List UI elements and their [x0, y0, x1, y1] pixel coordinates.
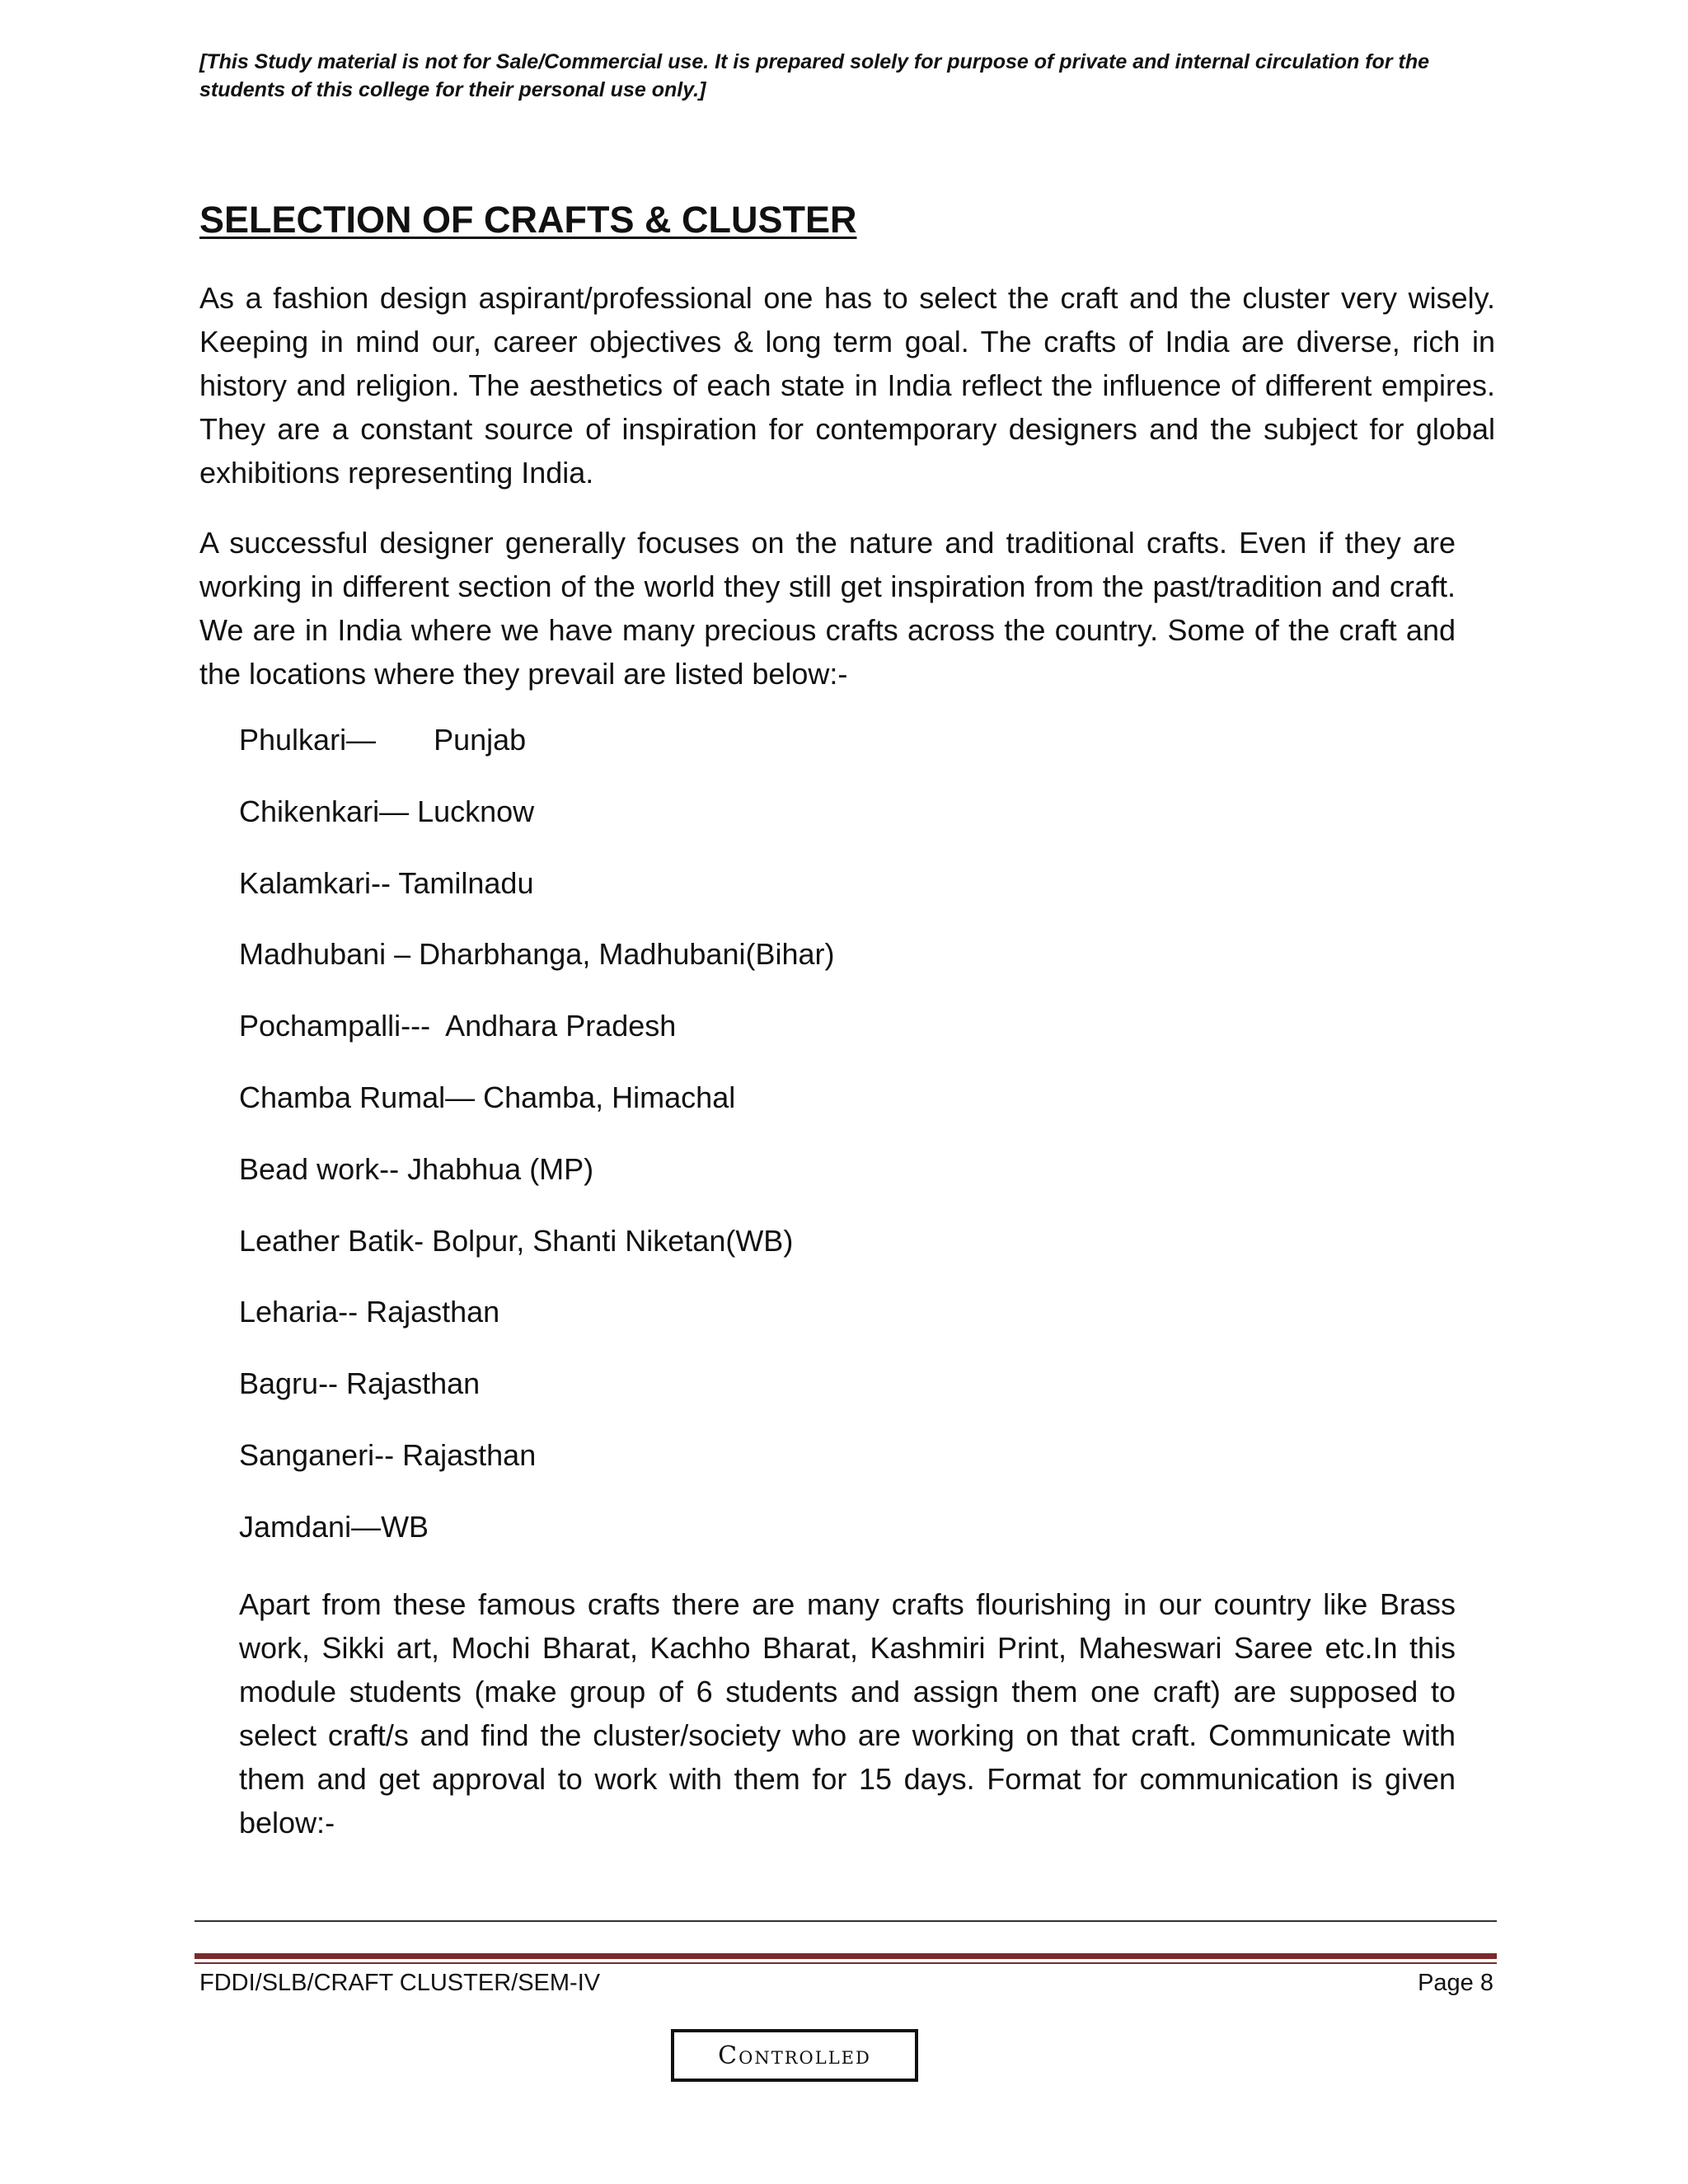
list-item: Pochampalli--- Andhara Pradesh	[239, 1009, 677, 1043]
list-item: Leather Batik- Bolpur, Shanti Niketan(WB)	[239, 1223, 794, 1258]
list-item: Bagru-- Rajasthan	[239, 1366, 481, 1401]
footer-divider-thin	[195, 1920, 1497, 1922]
designer-paragraph: A successful designer generally focuses on the nature and traditional crafts. Even if they are working in different section of the world they still get inspiration from the past/tradition and craft. We are in India where we have many precious crafts across the country. Some of the craft and the locations where they prevail are listed below:-	[199, 526, 1456, 691]
page-number: Page 8	[1418, 1970, 1493, 1996]
list-item: Jamdani—WB	[239, 1509, 429, 1544]
list-item: Bead work-- Jhabhua (MP)	[239, 1151, 594, 1186]
list-item: Chamba Rumal— Chamba, Himachal	[239, 1080, 736, 1114]
list-item: Leharia-- Rajasthan	[239, 1295, 500, 1329]
disclaimer-note: [This Study material is not for Sale/Commercial use. It is prepared solely for purpose of private and internal circulation for the students of this college for their personal use only.]	[199, 50, 1430, 101]
footer-divider-thick	[195, 1953, 1497, 1959]
section-title: SELECTION OF CRAFTS & CLUSTER	[199, 199, 857, 241]
footer-divider-thick-secondary	[195, 1962, 1497, 1964]
intro-paragraph: As a fashion design aspirant/professional one has to select the craft and the cluster very wisely. Keeping in mind our, career objectives & long term goal. The crafts of India are diverse, rich in history and religion. The aesthetics of each state in India reflect the influence of different empires. They are a constant source of inspiration for contemporary designers and the subject for global exhibitions representing India.	[199, 281, 1495, 490]
list-item: Kalamkari-- Tamilnadu	[239, 865, 534, 900]
stamp-label: Controlled	[718, 2041, 871, 2070]
list-item: Madhubani – Dharbhanga, Madhubani(Bihar)	[239, 937, 835, 972]
controlled-stamp	[671, 2029, 918, 2082]
list-item: Phulkari— Punjab	[239, 723, 527, 757]
list-item: Chikenkari— Lucknow	[239, 794, 535, 828]
craft-location-list	[239, 722, 834, 1581]
list-item: Sanganeri-- Rajasthan	[239, 1437, 537, 1472]
document-code: FDDI/SLB/CRAFT CLUSTER/SEM-IV	[199, 1970, 601, 1996]
module-paragraph: Apart from these famous crafts there are many crafts flourishing in our country like Brass work, Sikki art, Mochi Bharat, Kachho Bharat, Kashmiri Print, Maheswari Saree etc.In this module students (make group of 6 students and assign them one craft) are supposed to select craft/s and find the cluster/society who are working on that craft. Communicate with them and get approval to work with them for 15 days. Format for communication is given below:-	[239, 1587, 1456, 1840]
